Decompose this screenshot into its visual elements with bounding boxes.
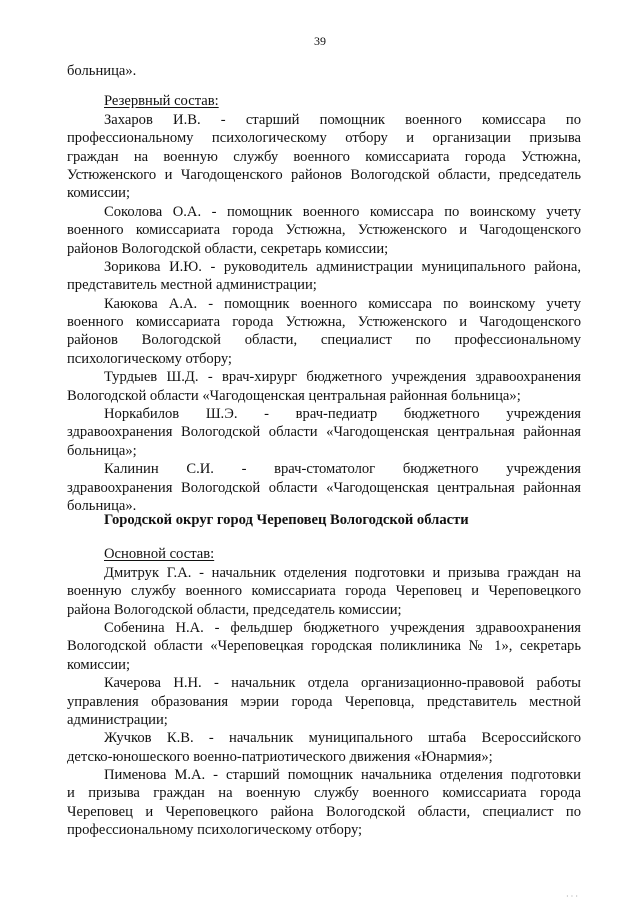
scan-artifact: · · · bbox=[566, 892, 578, 901]
member-entry-first-line: Турдыев Ш.Д. - врач-хирург бюджетного учреждения здравоохранения bbox=[104, 369, 581, 386]
member-entry-line: Череповец и Череповецкого района Вологодской области, специалист по bbox=[67, 803, 581, 820]
member-entry-first-line: Норкабилов Ш.Э. - врач-педиатр бюджетного учреждения bbox=[104, 406, 581, 423]
member-entry-first-line: Жучков К.В. - начальник муниципального штаба Всероссийского bbox=[104, 730, 581, 747]
member-entry-line: Устюженского и Чагодощенского районов Вологодской области, председатель bbox=[67, 166, 581, 183]
section-heading: Городской округ город Череповец Вологодской области bbox=[104, 512, 469, 528]
member-entry-line: профессиональному психологическому отбору и организации призыва bbox=[67, 130, 581, 147]
member-entry-line: комиссии; bbox=[67, 656, 131, 673]
member-entry-line: военную службу военного комиссариата города Череповец и Череповецкого bbox=[67, 583, 581, 600]
member-entry-line: управления образования мэрии города Череповца, представитель местной bbox=[67, 693, 581, 710]
member-entry-first-line: Качерова Н.Н. - начальник отдела организационно-правовой работы bbox=[104, 675, 581, 692]
main-heading bbox=[67, 545, 581, 563]
reserve-section bbox=[67, 62, 581, 515]
member-entry-line: комиссии; bbox=[67, 185, 131, 202]
member-entry-line: психологическому отбору; bbox=[67, 350, 232, 367]
member-entry-first-line: Дмитрук Г.А. - начальник отделения подготовки и призыва граждан на bbox=[104, 564, 581, 581]
member-entry-line: детско-юношеского военно-патриотического движения «Юнармия»; bbox=[67, 748, 493, 765]
main-heading-text: Основной состав: bbox=[104, 546, 215, 563]
reserve-heading-text: Резервный состав: bbox=[104, 93, 219, 110]
member-entry-first-line: Зорикова И.Ю. - руководитель администрации муниципального района, bbox=[104, 258, 581, 275]
member-entry-line: администрации; bbox=[67, 711, 168, 728]
member-entry-first-line: Захаров И.В. - старший помощник военного комиссара по bbox=[104, 111, 581, 128]
member-entry-line: Вологодской области «Чагодощенская центральная районная больница»; bbox=[67, 387, 521, 404]
member-entry-line: военного комиссариата города Устюжна, Устюженского и Чагодощенского bbox=[67, 222, 581, 239]
continuation-line: больница». bbox=[67, 63, 137, 79]
member-entry-line: районов Вологодской области, специалист по профессиональному bbox=[67, 332, 581, 349]
member-entry-line: представитель местной администрации; bbox=[67, 277, 317, 294]
member-entry-line: граждан на военную службу военного комиссариата города Устюжна, bbox=[67, 148, 581, 165]
member-entry-line: района Вологодской области, председатель комиссии; bbox=[67, 601, 402, 618]
page-number: 39 bbox=[314, 34, 326, 48]
member-entry-line: Вологодской области «Череповецкая городская поликлиника № 1», секретарь bbox=[67, 638, 581, 655]
spacer bbox=[67, 80, 581, 92]
reserve-heading bbox=[67, 92, 581, 110]
member-entry-line: военного комиссариата города Устюжна, Устюженского и Чагодощенского bbox=[67, 314, 581, 331]
member-entry-first-line: Каюкова А.А. - помощник военного комиссара по воинскому учету bbox=[104, 295, 581, 312]
member-entry-line: больница». bbox=[67, 497, 137, 514]
member-entry-first-line: Собенина Н.А. - фельдшер бюджетного учреждения здравоохранения bbox=[104, 619, 581, 636]
member-entry-line: районов Вологодской области, секретарь комиссии; bbox=[67, 240, 389, 257]
member-entry-first-line: Соколова О.А. - помощник военного комиссара по воинскому учету bbox=[104, 203, 581, 220]
member-entry-line: больница»; bbox=[67, 442, 137, 459]
member-entry-first-line: Калинин С.И. - врач-стоматолог бюджетного учреждения bbox=[104, 461, 581, 478]
member-entry-line: и призыва граждан на военную службу военного комиссариата города bbox=[67, 785, 581, 802]
cherepovets-section bbox=[67, 511, 581, 840]
member-entry-line: здравоохранения Вологодской области «Чагодощенская центральная районная bbox=[67, 479, 581, 496]
spacer bbox=[67, 529, 581, 545]
member-entry-line: здравоохранения Вологодской области «Чагодощенская центральная районная bbox=[67, 424, 581, 441]
member-entry-first-line: Пименова М.А. - старший помощник начальника отделения подготовки bbox=[104, 767, 581, 784]
member-entry-line: профессиональному психологическому отбору; bbox=[67, 822, 363, 839]
